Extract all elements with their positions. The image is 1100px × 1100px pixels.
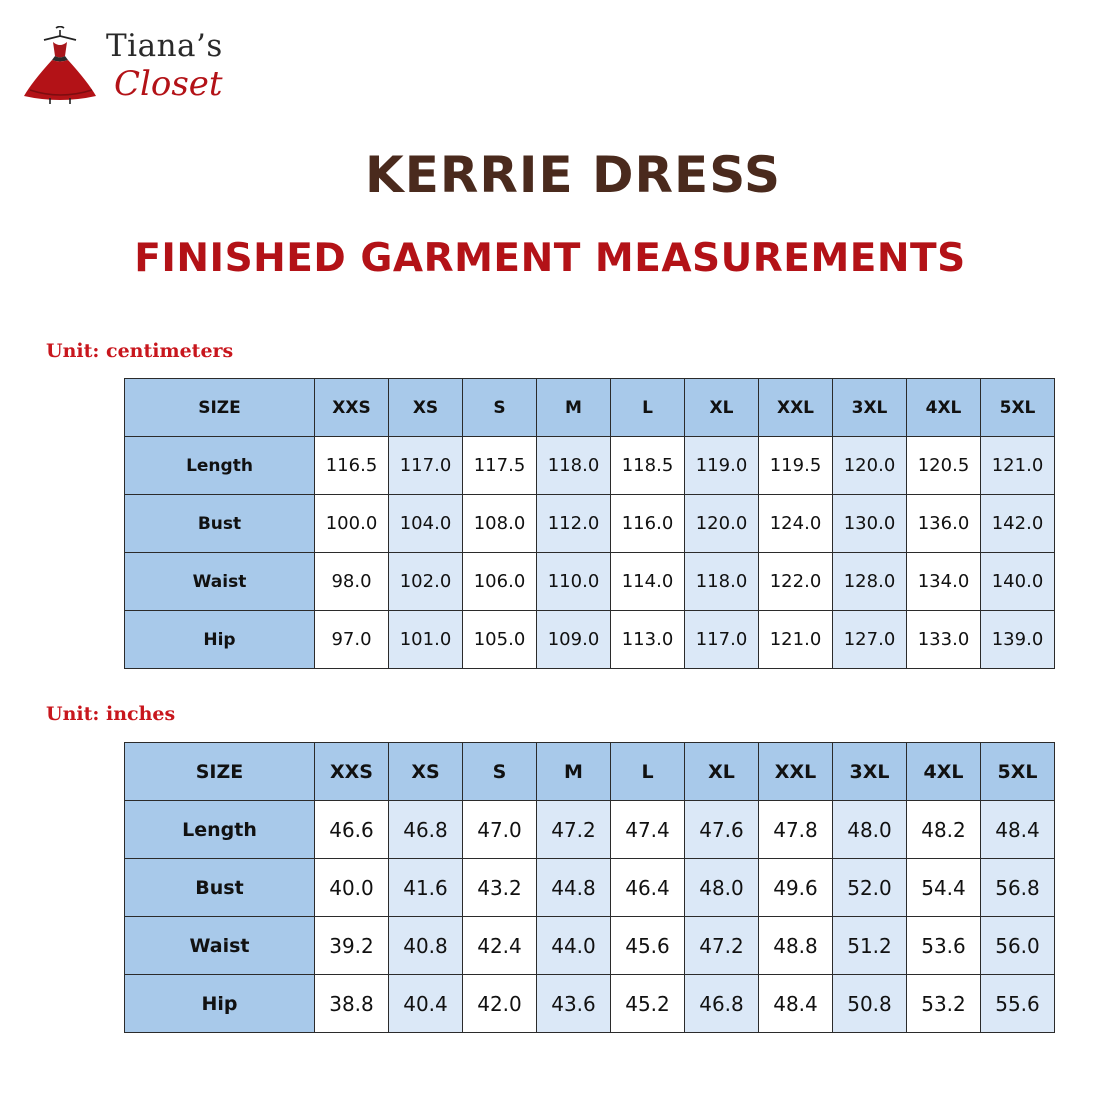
measurement-cell: 42.0 xyxy=(463,975,537,1033)
size-table-centimeters xyxy=(124,378,1055,669)
measurement-cell: 120.0 xyxy=(685,495,759,553)
measurement-cell: 47.2 xyxy=(537,801,611,859)
header-row xyxy=(125,379,1055,437)
measurement-cell: 133.0 xyxy=(907,611,981,669)
size-header-cell: XS xyxy=(389,379,463,437)
measurement-cell: 47.2 xyxy=(685,917,759,975)
table-row xyxy=(125,495,1055,553)
measurement-cell: 98.0 xyxy=(315,553,389,611)
measurement-cell: 46.8 xyxy=(685,975,759,1033)
row-label: Bust xyxy=(125,495,315,553)
measurement-cell: 104.0 xyxy=(389,495,463,553)
measurement-cell: 118.5 xyxy=(611,437,685,495)
measurement-cell: 47.6 xyxy=(685,801,759,859)
measurement-cell: 118.0 xyxy=(537,437,611,495)
measurement-cell: 55.6 xyxy=(981,975,1055,1033)
measurement-cell: 105.0 xyxy=(463,611,537,669)
measurement-cell: 50.8 xyxy=(833,975,907,1033)
size-header-cell: L xyxy=(611,743,685,801)
measurement-cell: 48.8 xyxy=(759,917,833,975)
measurement-cell: 40.0 xyxy=(315,859,389,917)
table-row xyxy=(125,975,1055,1033)
measurement-cell: 47.4 xyxy=(611,801,685,859)
size-header-cell: 3XL xyxy=(833,743,907,801)
size-header-cell: XXS xyxy=(315,743,389,801)
measurement-cell: 124.0 xyxy=(759,495,833,553)
brand-name-line2: Closet xyxy=(114,64,223,104)
measurement-cell: 45.6 xyxy=(611,917,685,975)
measurement-cell: 110.0 xyxy=(537,553,611,611)
size-header-cell: S xyxy=(463,743,537,801)
measurement-cell: 119.0 xyxy=(685,437,759,495)
measurement-cell: 120.5 xyxy=(907,437,981,495)
size-header-cell: M xyxy=(537,743,611,801)
unit-label-centimeters: Unit: centimeters xyxy=(46,340,234,362)
measurement-cell: 43.2 xyxy=(463,859,537,917)
size-header-cell: XL xyxy=(685,379,759,437)
table-row xyxy=(125,553,1055,611)
measurement-cell: 134.0 xyxy=(907,553,981,611)
size-header-cell: XXS xyxy=(315,379,389,437)
table-row xyxy=(125,801,1055,859)
unit-label-inches: Unit: inches xyxy=(46,703,176,725)
measurement-cell: 51.2 xyxy=(833,917,907,975)
brand-name-line1: Tiana’s xyxy=(106,28,223,64)
measurement-cell: 118.0 xyxy=(685,553,759,611)
measurement-cell: 48.4 xyxy=(981,801,1055,859)
measurement-cell: 112.0 xyxy=(537,495,611,553)
measurement-cell: 44.0 xyxy=(537,917,611,975)
size-header-cell: 5XL xyxy=(981,379,1055,437)
measurement-cell: 122.0 xyxy=(759,553,833,611)
table-row xyxy=(125,437,1055,495)
measurement-cell: 102.0 xyxy=(389,553,463,611)
measurement-cell: 136.0 xyxy=(907,495,981,553)
size-column-header: SIZE xyxy=(125,743,315,801)
measurement-cell: 121.0 xyxy=(759,611,833,669)
measurement-cell: 56.0 xyxy=(981,917,1055,975)
measurement-cell: 43.6 xyxy=(537,975,611,1033)
measurement-cell: 46.6 xyxy=(315,801,389,859)
measurement-cell: 45.2 xyxy=(611,975,685,1033)
page-subtitle: FINISHED GARMENT MEASUREMENTS xyxy=(134,236,966,281)
measurement-cell: 142.0 xyxy=(981,495,1055,553)
measurement-cell: 39.2 xyxy=(315,917,389,975)
table-row xyxy=(125,611,1055,669)
row-label: Waist xyxy=(125,917,315,975)
measurement-cell: 41.6 xyxy=(389,859,463,917)
size-column-header: SIZE xyxy=(125,379,315,437)
size-header-cell: L xyxy=(611,379,685,437)
measurement-cell: 44.8 xyxy=(537,859,611,917)
row-label: Length xyxy=(125,437,315,495)
measurement-cell: 116.5 xyxy=(315,437,389,495)
measurement-cell: 54.4 xyxy=(907,859,981,917)
measurement-cell: 49.6 xyxy=(759,859,833,917)
measurement-cell: 46.4 xyxy=(611,859,685,917)
measurement-cell: 109.0 xyxy=(537,611,611,669)
measurement-cell: 48.2 xyxy=(907,801,981,859)
header-row xyxy=(125,743,1055,801)
measurement-cell: 48.0 xyxy=(833,801,907,859)
measurement-cell: 53.2 xyxy=(907,975,981,1033)
measurement-cell: 128.0 xyxy=(833,553,907,611)
measurement-cell: 119.5 xyxy=(759,437,833,495)
size-header-cell: 3XL xyxy=(833,379,907,437)
measurement-cell: 130.0 xyxy=(833,495,907,553)
measurement-cell: 108.0 xyxy=(463,495,537,553)
measurement-cell: 40.4 xyxy=(389,975,463,1033)
measurement-cell: 117.0 xyxy=(389,437,463,495)
measurement-cell: 42.4 xyxy=(463,917,537,975)
measurement-cell: 53.6 xyxy=(907,917,981,975)
measurement-cell: 48.4 xyxy=(759,975,833,1033)
size-header-cell: 4XL xyxy=(907,743,981,801)
page-title: KERRIE DRESS xyxy=(364,146,781,204)
dress-icon xyxy=(22,26,102,106)
measurement-cell: 47.0 xyxy=(463,801,537,859)
measurement-cell: 52.0 xyxy=(833,859,907,917)
measurement-cell: 114.0 xyxy=(611,553,685,611)
brand-logo xyxy=(22,26,223,112)
measurement-cell: 56.8 xyxy=(981,859,1055,917)
measurement-cell: 117.0 xyxy=(685,611,759,669)
size-header-cell: XS xyxy=(389,743,463,801)
table-row xyxy=(125,859,1055,917)
size-header-cell: 5XL xyxy=(981,743,1055,801)
table-row xyxy=(125,917,1055,975)
measurement-cell: 127.0 xyxy=(833,611,907,669)
size-header-cell: S xyxy=(463,379,537,437)
measurement-cell: 140.0 xyxy=(981,553,1055,611)
measurement-cell: 117.5 xyxy=(463,437,537,495)
measurement-cell: 101.0 xyxy=(389,611,463,669)
measurement-cell: 116.0 xyxy=(611,495,685,553)
size-table-inches xyxy=(124,742,1055,1033)
measurement-cell: 40.8 xyxy=(389,917,463,975)
measurement-cell: 47.8 xyxy=(759,801,833,859)
measurement-cell: 100.0 xyxy=(315,495,389,553)
size-header-cell: M xyxy=(537,379,611,437)
measurement-cell: 120.0 xyxy=(833,437,907,495)
measurement-cell: 139.0 xyxy=(981,611,1055,669)
size-header-cell: XL xyxy=(685,743,759,801)
measurement-cell: 113.0 xyxy=(611,611,685,669)
size-header-cell: XXL xyxy=(759,379,833,437)
row-label: Waist xyxy=(125,553,315,611)
row-label: Bust xyxy=(125,859,315,917)
measurement-cell: 106.0 xyxy=(463,553,537,611)
measurement-cell: 97.0 xyxy=(315,611,389,669)
measurement-cell: 38.8 xyxy=(315,975,389,1033)
row-label: Length xyxy=(125,801,315,859)
size-header-cell: XXL xyxy=(759,743,833,801)
row-label: Hip xyxy=(125,611,315,669)
measurement-cell: 46.8 xyxy=(389,801,463,859)
size-header-cell: 4XL xyxy=(907,379,981,437)
measurement-cell: 48.0 xyxy=(685,859,759,917)
row-label: Hip xyxy=(125,975,315,1033)
measurement-cell: 121.0 xyxy=(981,437,1055,495)
